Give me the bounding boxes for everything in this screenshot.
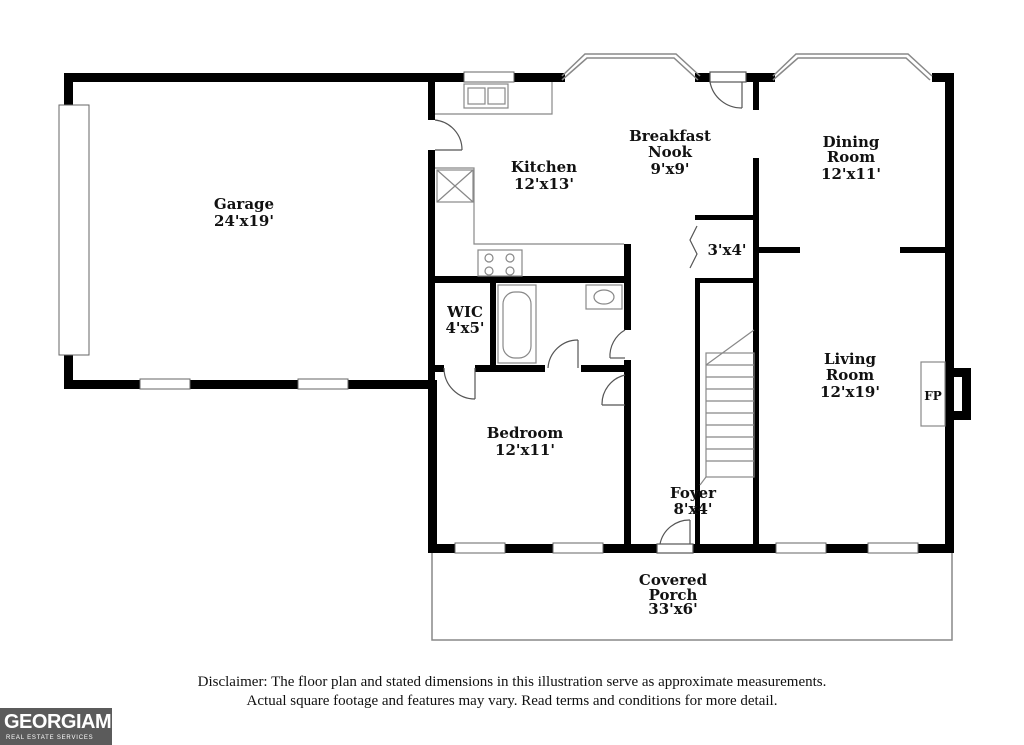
fireplace-label: FP — [924, 389, 942, 403]
logo-tagline: REAL ESTATE SERVICES — [6, 735, 94, 741]
georgia-mls-logo — [0, 708, 136, 745]
foyer-dims: 8'x4' — [673, 500, 713, 518]
breakfast-nook-dims: 9'x9' — [650, 160, 690, 178]
dining-room-name-1: Dining — [822, 133, 880, 151]
breakfast-nook-name-2: Nook — [647, 143, 693, 161]
garage-dims: 24'x19' — [214, 212, 274, 230]
disclaimer-line-1: Disclaimer: The floor plan and stated dimensions in this illustration serve as approximate measurements. — [197, 674, 827, 690]
dining-room-dims: 12'x11' — [821, 165, 881, 183]
bath-fixtures — [498, 285, 622, 363]
staircase — [700, 330, 754, 485]
living-room-name-1: Living — [823, 350, 877, 368]
foyer-name: Foyer — [670, 484, 716, 502]
living-room-dims: 12'x19' — [820, 383, 880, 401]
bedroom-dims: 12'x11' — [495, 441, 555, 459]
wall-windows — [59, 72, 918, 553]
garage-name: Garage — [213, 195, 275, 213]
wic-dims: 4'x5' — [445, 319, 485, 337]
wic-name: WIC — [447, 303, 483, 321]
disclaimer-line-2: Actual square footage and features may vary. Read terms and conditions for more detail. — [246, 693, 778, 709]
closet-dims: 3'x4' — [707, 241, 747, 259]
covered-porch-dims: 33'x6' — [648, 600, 698, 618]
covered-porch-name-1: Covered — [638, 571, 708, 589]
living-room-name-2: Room — [825, 366, 875, 384]
kitchen-name: Kitchen — [510, 158, 578, 176]
bedroom-name: Bedroom — [486, 424, 564, 442]
dining-room-name-2: Room — [826, 148, 876, 166]
covered-porch-name-2: Porch — [648, 586, 698, 604]
kitchen-dims: 12'x13' — [514, 175, 574, 193]
breakfast-nook-name-1: Breakfast — [629, 127, 711, 145]
logo-brand: GEORGIAMLS — [4, 711, 136, 733]
